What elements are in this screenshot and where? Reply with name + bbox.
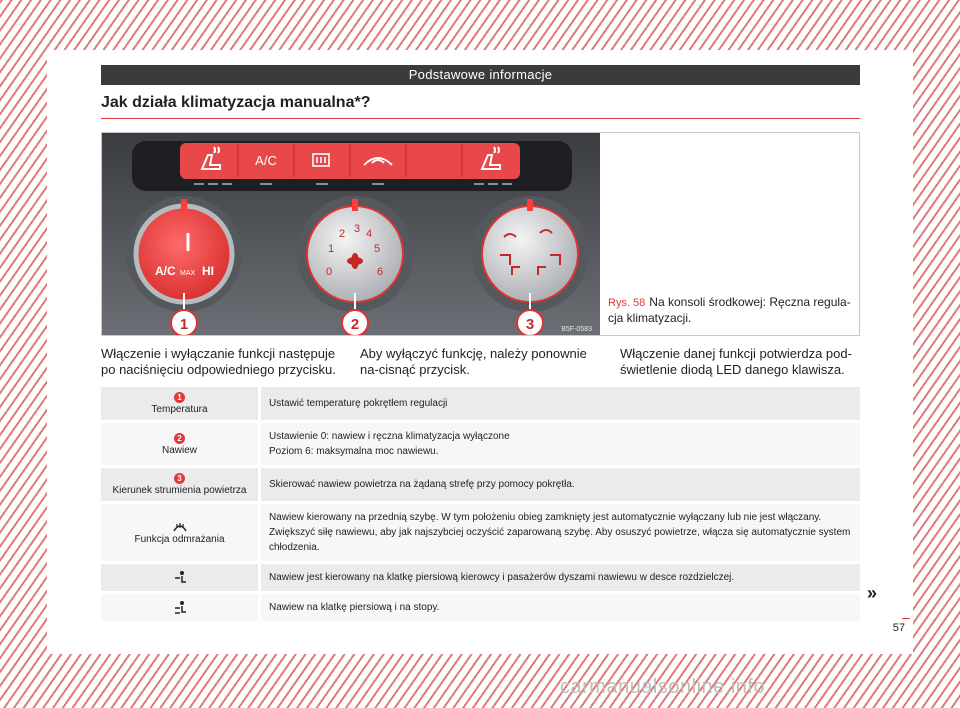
- dial-hi-label: HI: [202, 264, 214, 278]
- defrost-icon: [172, 520, 188, 534]
- table-row: [101, 504, 860, 564]
- figure-caption-text: Na konsoli środkowej: Ręczna regula-cja klimatyzacji.: [608, 295, 851, 325]
- dial-max-label: MAX: [180, 270, 196, 277]
- row-label: Funkcja odmrażania: [134, 534, 225, 545]
- continue-mark: »: [867, 583, 878, 603]
- row-key: [101, 594, 261, 621]
- table-row: [101, 594, 860, 624]
- callout-2-number: 2: [350, 316, 360, 333]
- row-text: Ustawienie 0: nawiew i ręczna klimatyzacja wyłączone: [269, 431, 510, 442]
- row-key: [101, 468, 261, 501]
- section-title: Jak działa klimatyzacja manualna*?: [101, 94, 371, 111]
- row-key: [101, 564, 261, 591]
- row-key: [101, 423, 261, 465]
- figure-caption: [608, 295, 854, 326]
- paragraph-1: Włączenie i wyłączanie funkcji następuje po naciśnięciu odpowiedniego przycisku.: [101, 346, 336, 377]
- number-badge: 3: [174, 473, 185, 484]
- watermark: carmanualsonline.info: [560, 676, 766, 698]
- legend-table: [101, 387, 860, 624]
- row-value: [261, 387, 860, 420]
- airflow-chest-icon: [172, 570, 188, 586]
- dial-ac-label: A/C: [155, 264, 176, 278]
- row-key: [101, 387, 261, 420]
- number-badge: 2: [174, 433, 185, 444]
- row-text: Nawiew kierowany na przednią szybę. W tym położeniu obieg zamknięty jest automatycznie wyłączany lub nie jest włączany. Zwiększyć siłę nawiewu, aby jak najszybciej oczyścić zaparowaną szybę. Aby osuszyć powietrze, włącza się automatycznie system chłodzenia.: [269, 512, 851, 553]
- button-strip: [180, 143, 520, 185]
- callout-1-number: 1: [179, 316, 189, 333]
- row-key: [101, 504, 261, 561]
- ac-button-label: A/C: [255, 153, 277, 168]
- row-label: Nawiew: [161, 444, 197, 456]
- row-text: Nawiew jest kierowany na klatkę piersiową kierowcy i pasażerów dyszami nawiewu w desce rozdzielczej.: [269, 572, 735, 583]
- page-number: 57: [892, 622, 905, 634]
- table-row: [101, 468, 860, 504]
- number-badge: 1: [174, 392, 185, 403]
- airflow-chest-feet-icon: [172, 600, 188, 616]
- fan-level-2: 2: [339, 228, 346, 240]
- paragraph-3: Włączenie danej funkcji potwierdza pod-świetlenie diodą LED danego klawisza.: [620, 346, 852, 377]
- table-row: [101, 387, 860, 423]
- image-code: B5F-0583: [561, 326, 592, 333]
- row-label: Kierunek strumienia powietrza: [112, 485, 247, 496]
- paragraph-2: Aby wyłączyć funkcję, należy ponownie na-cisnąć przycisk.: [360, 346, 587, 377]
- row-value: [261, 423, 860, 465]
- fan-level-6: 6: [377, 266, 384, 278]
- row-label: Temperatura: [151, 404, 208, 415]
- table-row: [101, 423, 860, 468]
- climate-control-photo: [102, 133, 600, 335]
- callout-3-number: 3: [525, 316, 535, 333]
- fan-level-0: 0: [326, 266, 333, 278]
- fan-level-1: 1: [328, 243, 335, 255]
- row-value: [261, 504, 860, 561]
- fan-level-3: 3: [354, 223, 361, 235]
- title-divider: [101, 118, 860, 119]
- manual-page: [47, 50, 913, 654]
- row-text: Ustawić temperaturę pokrętłem regulacji: [269, 398, 448, 409]
- figure-ref: Rys. 58: [608, 297, 646, 309]
- row-value: [261, 564, 860, 591]
- page-number-rule: [902, 618, 910, 619]
- row-value: [261, 468, 860, 501]
- table-row: [101, 564, 860, 594]
- row-text: Poziom 6: maksymalna moc nawiewu.: [269, 446, 439, 457]
- fan-level-5: 5: [374, 243, 381, 255]
- row-value: [261, 594, 860, 621]
- row-text: Skierować nawiew powietrza na żądaną strefę przy pomocy pokrętła.: [269, 479, 575, 490]
- chapter-header: Podstawowe informacje: [101, 65, 860, 85]
- row-text: Nawiew na klatkę piersiową i na stopy.: [269, 602, 440, 613]
- figure: [101, 132, 860, 336]
- fan-level-4: 4: [366, 228, 373, 240]
